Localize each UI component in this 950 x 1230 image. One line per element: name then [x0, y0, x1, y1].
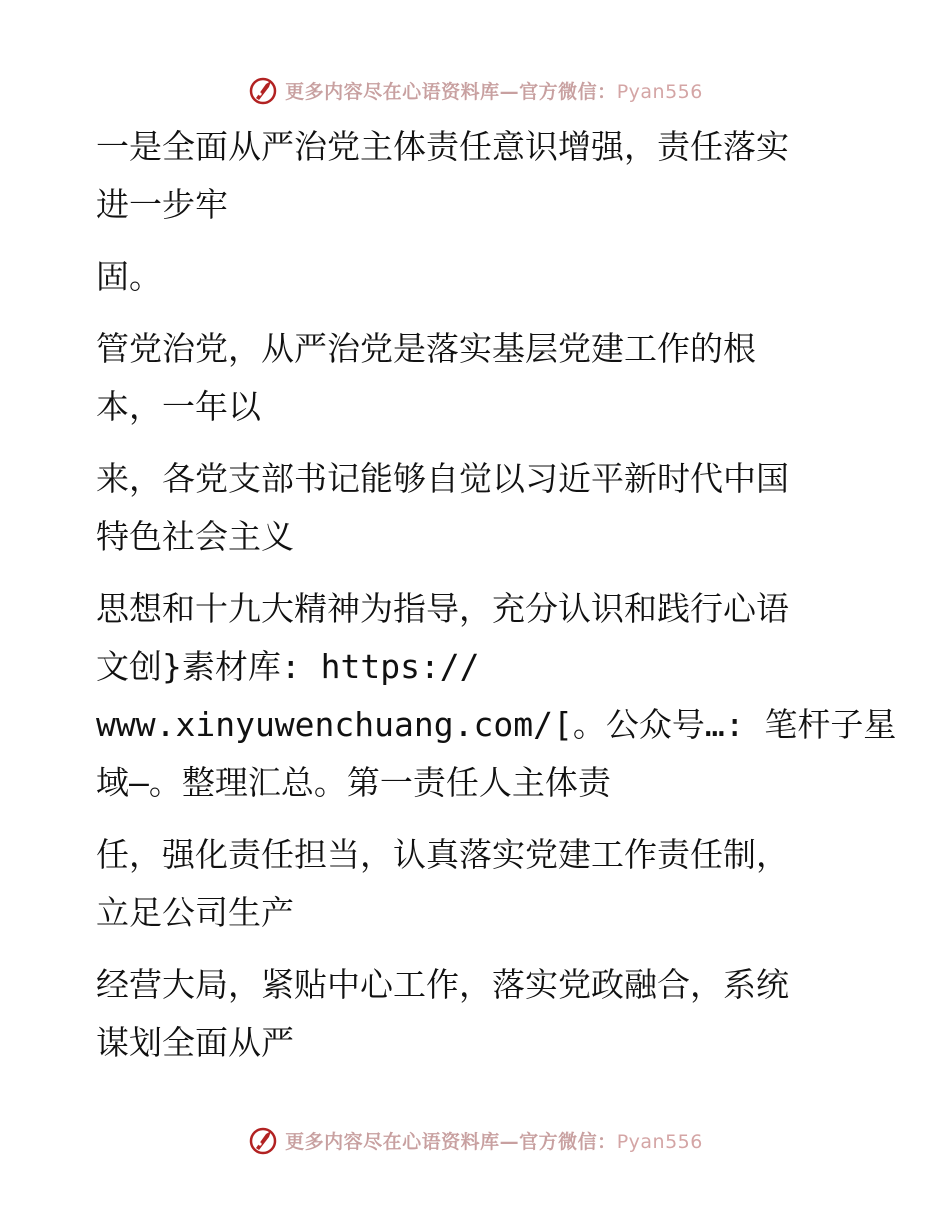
- text-line: 本，一年以: [96, 387, 261, 426]
- watermark-wechat-label: 官方微信：: [519, 80, 617, 103]
- text-line: www.xinyuwenchuang.com/[。公众号…: 笔杆子星: [96, 705, 897, 744]
- paragraph: [96, 826, 856, 942]
- paragraph: [96, 320, 856, 436]
- text-line: 经营大局，紧贴中心工作，落实党政融合，系统: [96, 965, 789, 1004]
- text-line: 文创}素材库: https://: [96, 647, 480, 686]
- paragraph: [96, 956, 856, 1072]
- watermark-wechat-id: Pyan556: [616, 80, 703, 103]
- watermark-separator: —: [499, 80, 520, 103]
- paragraph: [96, 580, 897, 812]
- text-line: 域—。整理汇总。第一责任人主体责: [96, 763, 611, 802]
- watermark-wechat-id: Pyan556: [616, 1130, 703, 1153]
- footer-watermark-banner: [0, 1120, 950, 1160]
- text-line: 管党治党，从严治党是落实基层党建工作的根: [96, 329, 756, 368]
- document-body: [96, 118, 897, 1072]
- text-line: 固。: [96, 257, 162, 296]
- watermark-text: [285, 1127, 703, 1154]
- text-line: 谋划全面从严: [96, 1023, 294, 1062]
- header-watermark-banner: [0, 70, 950, 110]
- watermark-separator: —: [499, 1130, 520, 1153]
- text-line: 任，强化责任担当，认真落实党建工作责任制，: [96, 835, 789, 874]
- paragraph: [96, 118, 856, 234]
- watermark-text: [285, 77, 703, 104]
- text-line: 思想和十九大精神为指导，充分认识和践行心语: [96, 589, 789, 628]
- text-line: 立足公司生产: [96, 893, 294, 932]
- pen-nib-seal-icon: [247, 1124, 279, 1156]
- paragraph: [96, 248, 856, 306]
- paragraph: [96, 450, 856, 566]
- text-line: 一是全面从严治党主体责任意识增强，责任落实: [96, 127, 789, 166]
- pen-nib-seal-icon: [247, 74, 279, 106]
- watermark-brand: 更多内容尽在心语资料库: [285, 1130, 500, 1153]
- watermark-wechat-label: 官方微信：: [519, 1130, 617, 1153]
- text-line: 特色社会主义: [96, 517, 294, 556]
- text-line: 进一步牢: [96, 185, 228, 224]
- watermark-brand: 更多内容尽在心语资料库: [285, 80, 500, 103]
- text-line: 来，各党支部书记能够自觉以习近平新时代中国: [96, 459, 789, 498]
